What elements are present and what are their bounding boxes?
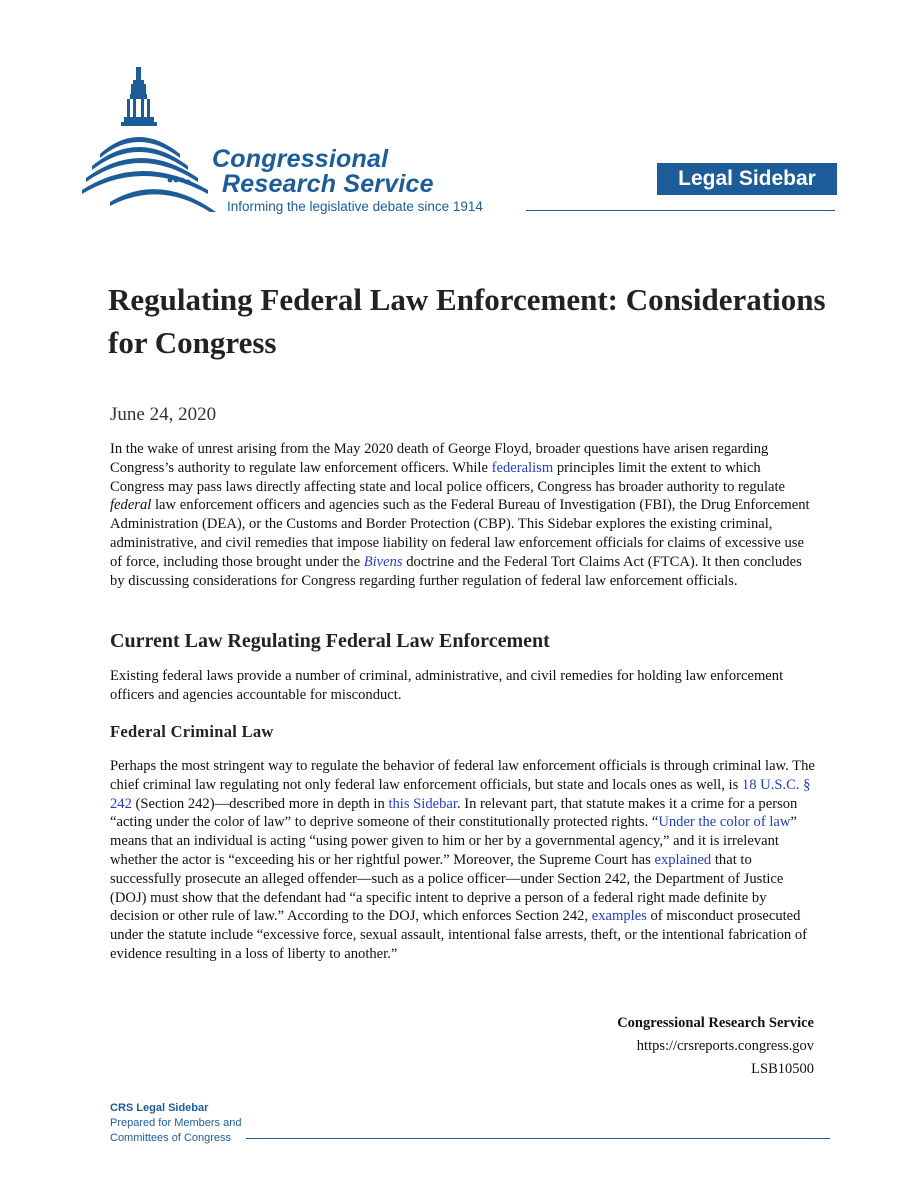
- usc-242-link[interactable]: 18 U.S.C. § 242: [110, 776, 811, 812]
- criminal-law-paragraph: Perhaps the most stringent way to regulate the behavior of federal law enforcement officials is through criminal law. The chief criminal law regulating not only federal law enforcement officials, but state and locals ones as well, is 18 U.S.C. § 242 (Section 242)—described more in depth in this Sidebar. In relevant part, that statute makes it a crime for a person “acting under the color of law” to deprive someone of their constitutionally protected rights. “Under the color of law” means that an individual is acting “using power given to him or her by a governmental agency,” and it is irrelevant whether the actor is “exceeding his or her rightful power.” Moreover, the Supreme Court has explained that to successfully prosecute an alleged offender—such as a police officer—under Section 242, the Department of Justice (DOJ) must show that the defendant had “a specific intent to deprive a person of a federal right made definite by decision or other rule of law.” According to the DOJ, which enforces Section 242, examples of misconduct prosecuted under the statute include “excessive force, sexual assault, intentional false arrests, theft, or the intentional fabrication of evidence resulting in a loss of liberty to another.”: [110, 758, 815, 962]
- examples-link[interactable]: examples: [591, 908, 647, 925]
- this-sidebar-link[interactable]: this Sidebar: [388, 795, 457, 812]
- footer-info: [617, 1012, 814, 1081]
- org-name-line1: Congressional: [212, 145, 389, 173]
- footer-label-line2: Committees of Congress: [110, 1132, 232, 1144]
- intro-paragraph: In the wake of unrest arising from the May 2020 death of George Floyd, broader questions have arisen regarding Congress’s authority to regulate law enforcement officers. While federalism principles limit the extent to which Congress may pass laws directly affecting state and local police officers, Congress has broader authority to regulate federal law enforcement officers and agencies such as the Federal Bureau of Investigation (FBI), the Drug Enforcement Administration (DEA), or the Customs and Border Protection (CBP). This Sidebar explores the existing criminal, administrative, and civil remedies that impose liability on federal law enforcement officials for claims of excessive use of force, including those brought under the Bivens doctrine and the Federal Tort Claims Act (FTCA). It then concludes by discussing considerations for Congress regarding further regulation of federal law enforcement officials.: [110, 441, 810, 589]
- subsection-heading: Federal Criminal Law: [110, 722, 274, 741]
- header-divider: [526, 210, 835, 211]
- section-paragraph: Existing federal laws provide a number of criminal, administrative, and civil remedies for holding law enforcement officers and agencies accountable for misconduct.: [110, 668, 784, 703]
- footer-label: [110, 1101, 241, 1146]
- bivens-link[interactable]: Bivens: [363, 553, 403, 570]
- federalism-link[interactable]: federalism: [491, 459, 554, 476]
- footer-url[interactable]: https://crsreports.congress.gov: [636, 1038, 814, 1054]
- footer-divider: [246, 1138, 830, 1139]
- explained-link[interactable]: explained: [654, 851, 712, 868]
- footer-label-title: CRS Legal Sidebar: [110, 1102, 209, 1114]
- page-header: [0, 0, 920, 230]
- section-heading: Current Law Regulating Federal Law Enforcement: [110, 630, 550, 652]
- capitol-dome-logo: [80, 62, 220, 212]
- org-name-line2: Research Service: [222, 170, 434, 198]
- publication-date: June 24, 2020: [110, 404, 217, 425]
- footer-org: Congressional Research Service: [617, 1015, 814, 1031]
- document-title: Regulating Federal Law Enforcement: Considerations for Congress: [108, 282, 826, 360]
- tagline: Informing the legislative debate since 1914: [227, 199, 483, 214]
- legal-sidebar-badge: Legal Sidebar: [657, 163, 837, 195]
- report-code: LSB10500: [751, 1061, 814, 1077]
- federal-emphasis: federal: [110, 497, 152, 514]
- color-of-law-link[interactable]: Under the color of law: [658, 814, 791, 831]
- footer-label-line1: Prepared for Members and: [110, 1117, 242, 1129]
